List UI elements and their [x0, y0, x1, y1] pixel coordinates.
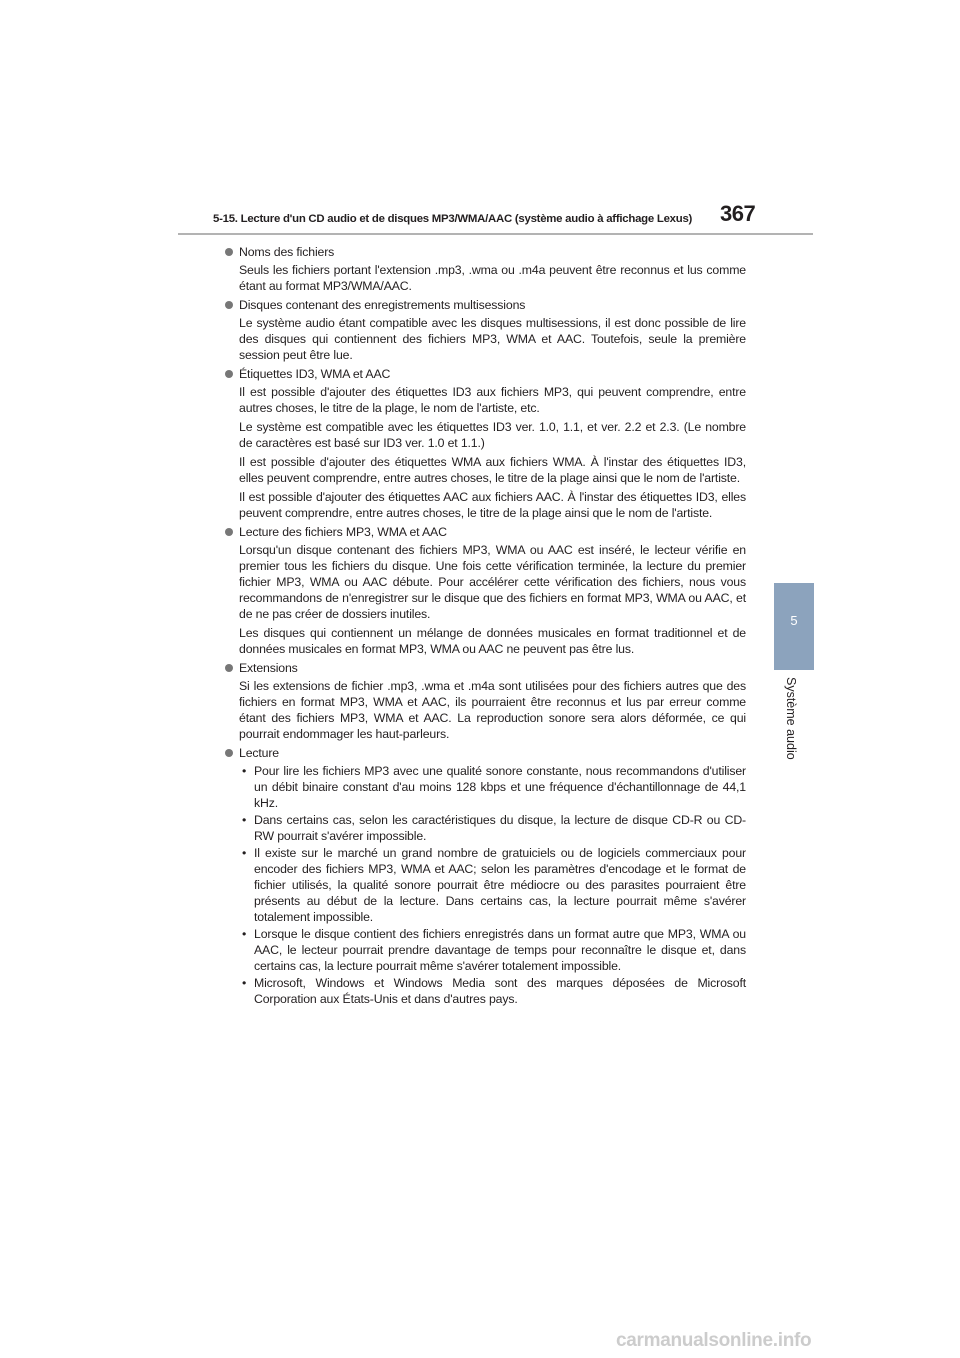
round-bullet-icon: [225, 301, 233, 309]
dot-bullet-icon: •: [242, 976, 247, 990]
running-header-title: 5-15. Lecture d'un CD audio et de disques MP3/WMA/AAC (système audio à affichage Lexus): [213, 213, 693, 225]
section-heading-text: Extensions: [239, 661, 298, 675]
section-heading-text: Lecture des fichiers MP3, WMA et AAC: [239, 525, 447, 539]
list-item: [239, 763, 746, 811]
section: [224, 524, 746, 657]
list-item: [239, 926, 746, 974]
paragraph: Lorsqu'un disque contenant des fichiers MP3, WMA ou AAC est inséré, le lecteur vérifie en premier tous les fichiers du disque. Une fois cette vérification terminée, la lecture du premier fichier MP3, WMA ou AAC débute. Pour accélérer cette vérification des fichiers, nous vous recommandons de n'enregistrer sur le disque que des fichiers en format MP3, WMA ou AAC, et de ne pas créer de dossiers inutiles.: [239, 543, 746, 621]
dot-bullet-icon: •: [242, 846, 247, 860]
section-heading: [224, 745, 746, 761]
round-bullet-icon: [225, 664, 233, 672]
section-heading-text: Lecture: [239, 746, 279, 760]
page-content: [224, 244, 746, 1010]
dot-bullet-icon: •: [242, 927, 247, 941]
watermark: carmanualsonline.info: [616, 1330, 812, 1351]
paragraph: Si les extensions de fichier .mp3, .wma et .m4a sont utilisées pour des fichiers autres que des fichiers en format MP3, WMA et AAC, ils pourraient être reconnus et lus par erreur comme étant des fichiers MP3, WMA et AAC. La reproduction sonore sera alors déformée, ce qui pourrait endommager les haut-parleurs.: [239, 679, 746, 741]
chapter-label: Système audio: [784, 677, 798, 760]
section-heading: [224, 660, 746, 676]
paragraph: Seuls les fichiers portant l'extension .mp3, .wma ou .m4a peuvent être reconnus et lus comme étant au format MP3/WMA/AAC.: [239, 263, 746, 293]
round-bullet-icon: [225, 528, 233, 536]
round-bullet-icon: [225, 749, 233, 757]
paragraph: Les disques qui contiennent un mélange de données musicales en format traditionnel et de données musicales en format MP3, WMA ou AAC ne peuvent pas être lus.: [239, 626, 746, 656]
paragraph: Il est possible d'ajouter des étiquettes WMA aux fichiers WMA. À l'instar des étiquettes ID3, elles peuvent comprendre, entre autres choses, le titre de la plage ainsi que le nom de l'artiste.: [239, 455, 746, 485]
section-heading-text: Étiquettes ID3, WMA et AAC: [239, 367, 391, 381]
chapter-tab[interactable]: [774, 583, 814, 670]
page-number: 367: [720, 201, 756, 226]
paragraph: Il est possible d'ajouter des étiquettes ID3 aux fichiers MP3, qui peuvent comprendre, entre autres choses, le titre de la plage, le nom de l'artiste, etc.: [239, 385, 746, 415]
section-heading: [224, 244, 746, 260]
section-heading: [224, 297, 746, 313]
list-item: [239, 975, 746, 1007]
section: [224, 297, 746, 363]
list-item: [239, 812, 746, 844]
round-bullet-icon: [225, 370, 233, 378]
section-heading: [224, 366, 746, 382]
section: [224, 244, 746, 294]
section-heading: [224, 524, 746, 540]
list-item-text: Lorsque le disque contient des fichiers enregistrés dans un format autre que MP3, WMA ou AAC, le lecteur pourrait prendre davantage de temps pour reconnaître le disque et, dans certains cas, la lecture pourrait même s'avérer totalement impossible.: [254, 927, 746, 973]
round-bullet-icon: [225, 248, 233, 256]
header-divider: [178, 233, 813, 235]
paragraph: Le système est compatible avec les étiquettes ID3 ver. 1.0, 1.1, et ver. 2.2 et 2.3. (Le nombre de caractères est basé sur ID3 ver. 1.0 et 1.1.): [239, 420, 746, 450]
section: [224, 745, 746, 1007]
paragraph: Le système audio étant compatible avec les disques multisessions, il est donc possible de lire des disques qui contiennent des fichiers MP3, WMA et AAC. Toutefois, seule la première session peut être lue.: [239, 316, 746, 362]
dot-bullet-icon: •: [242, 813, 247, 827]
section-heading-text: Noms des fichiers: [239, 245, 335, 259]
list-item: [239, 845, 746, 925]
section: [224, 660, 746, 742]
paragraph: Il est possible d'ajouter des étiquettes AAC aux fichiers AAC. À l'instar des étiquettes ID3, elles peuvent comprendre, entre autres choses, le titre de la plage ainsi que le nom de l'artiste.: [239, 490, 746, 520]
list-item-text: Dans certains cas, selon les caractéristiques du disque, la lecture de disque CD-R ou CD-RW pourrait s'avérer impossible.: [254, 813, 746, 843]
dot-bullet-icon: •: [242, 764, 247, 778]
bullet-list: [224, 763, 746, 1007]
list-item-text: Il existe sur le marché un grand nombre de gratuiciels ou de logiciels commerciaux pour encoder des fichiers MP3, WMA et AAC; selon les paramètres d'encodage et le format de fichier utilisés, la qualité sonore pourrait être médiocre ou des parasites pourraient être présents au début de la lecture. Dans certains cas, la lecture pourrait même s'avérer totalement impossible.: [254, 846, 746, 924]
list-item-text: Microsoft, Windows et Windows Media sont des marques déposées de Microsoft Corporation aux États-Unis et dans d'autres pays.: [254, 976, 746, 1006]
chapter-number: 5: [790, 613, 798, 628]
section-heading-text: Disques contenant des enregistrements multisessions: [239, 298, 526, 312]
section: [224, 366, 746, 521]
list-item-text: Pour lire les fichiers MP3 avec une qualité sonore constante, nous recommandons d'utiliser un débit binaire constant d'au moins 128 kbps et une fréquence d'échantillonnage de 44,1 kHz.: [254, 764, 746, 810]
